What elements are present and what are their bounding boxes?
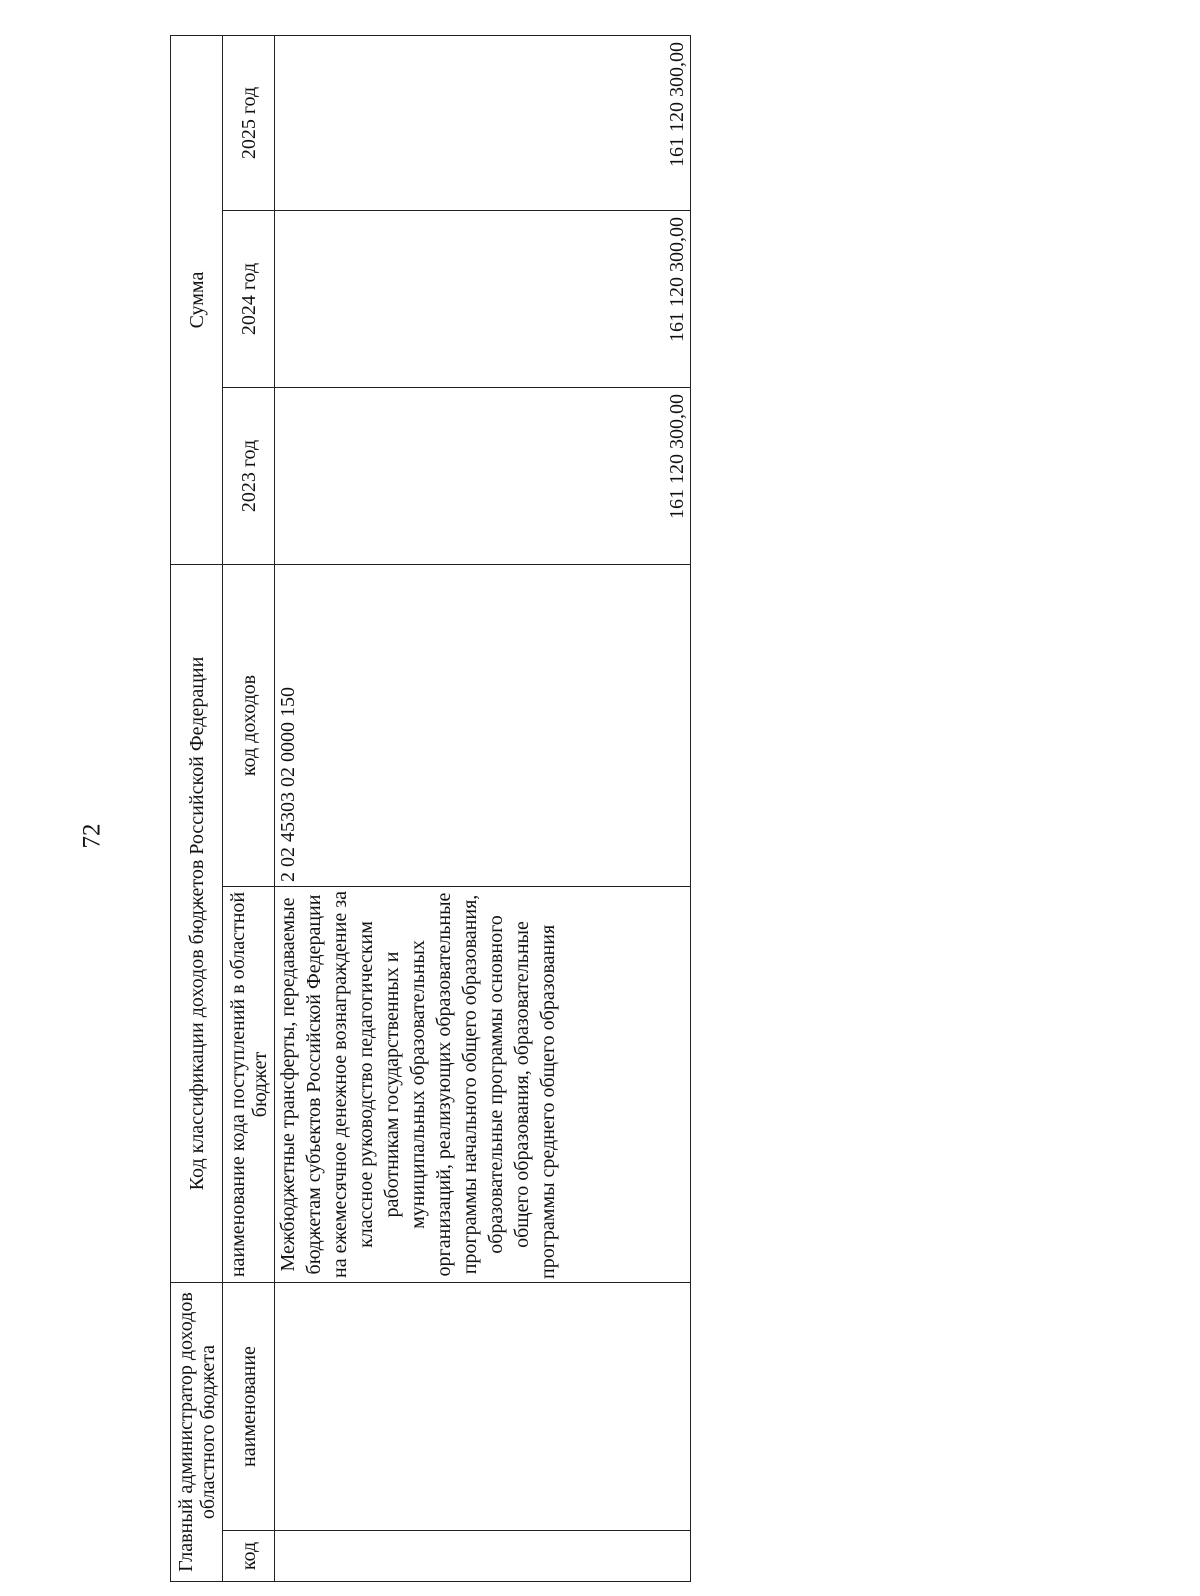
header-admin-group: Главный администратор доходов областного бюджета: [171, 1283, 223, 1582]
cell-sum-2024: 161 120 300,00: [275, 211, 691, 388]
cell-income-name: Межбюджетные трансферты, передаваемые бюджетам субъектов Российской Федерации на ежемесячное денежное вознаграждение за классное руководство педагогическим работникам государственных и муниципальных образовательных организаций, реализующих образовательные программы начального общего образования, образовательные программы основного общего образования, образовательные программы среднего общего образования: [275, 887, 691, 1283]
cell-sum-2023: 161 120 300,00: [275, 388, 691, 565]
header-income-name: наименование кода поступлений в областной бюджет: [223, 887, 275, 1283]
cell-code: [275, 1531, 691, 1582]
cell-sum-2025: 161 120 300,00: [275, 35, 691, 210]
header-name: наименование: [223, 1283, 275, 1531]
page-number: 72: [78, 823, 106, 849]
table-row: [275, 35, 691, 1581]
header-row-1: [171, 35, 223, 1581]
budget-table-container: [170, 41, 690, 1582]
header-income-code: код доходов: [223, 565, 275, 887]
header-classification-group: Код классификации доходов бюджетов Российской Федерации: [171, 565, 223, 1283]
header-year-2024: 2024 год: [223, 211, 275, 388]
budget-revenue-table: [170, 35, 691, 1582]
header-year-2025: 2025 год: [223, 35, 275, 210]
cell-name: [275, 1283, 691, 1531]
header-code: код: [223, 1531, 275, 1582]
header-year-2023: 2023 год: [223, 388, 275, 565]
header-row-2: [223, 35, 275, 1581]
header-sum-group: Сумма: [171, 35, 223, 564]
cell-income-code: 2 02 45303 02 0000 150: [275, 565, 691, 887]
